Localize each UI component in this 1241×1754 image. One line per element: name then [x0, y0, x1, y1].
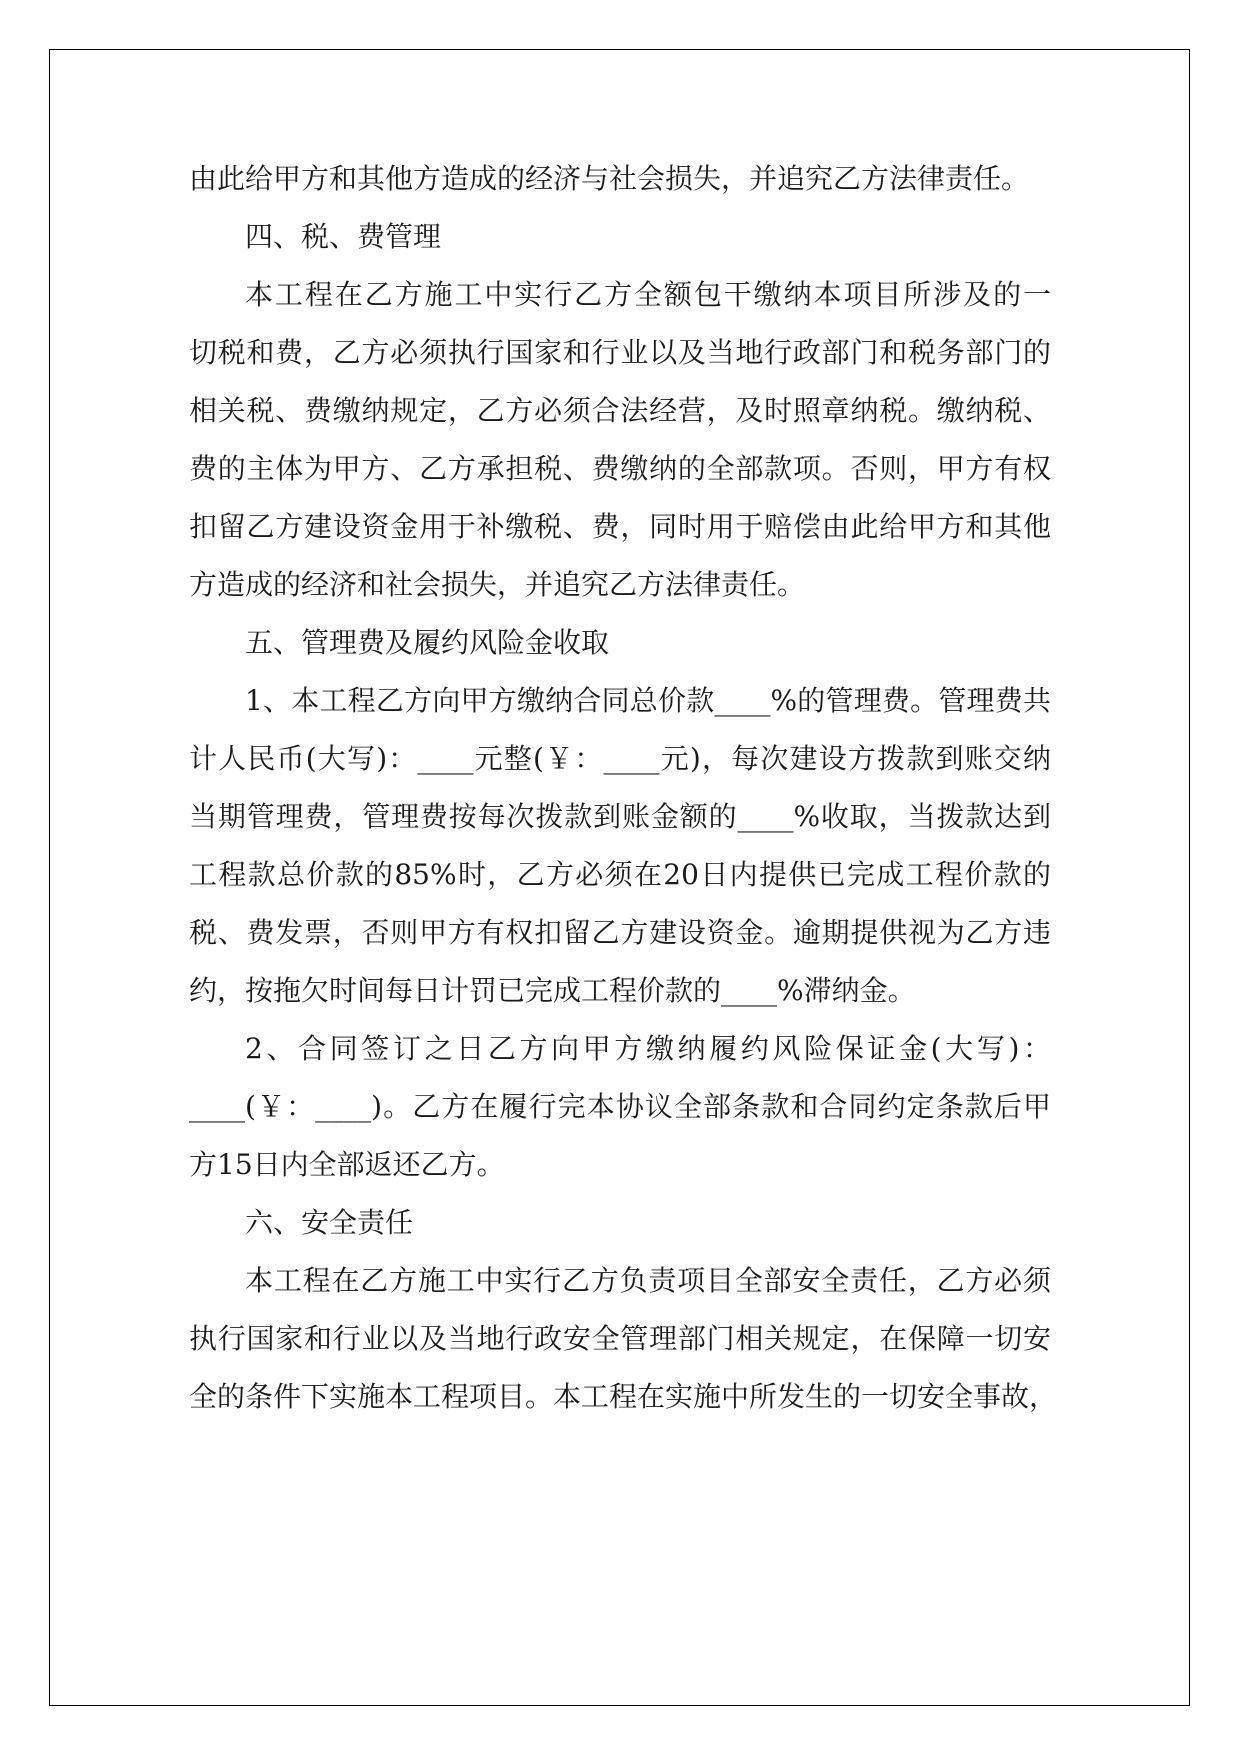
paragraph-line: 扣留乙方建设资金用于补缴税、费，同时用于赔偿由此给甲方和其他: [189, 510, 1051, 543]
paragraph-line: 全的条件下实施本工程项目。本工程在实施中所发生的一切安全事故，: [189, 1380, 1058, 1413]
paragraph-line: 由此给甲方和其他方造成的经济与社会损失，并追究乙方法律责任。: [189, 162, 1030, 195]
paragraph-line: 相关税、费缴纳规定，乙方必须合法经营，及时照章纳税。缴纳税、: [189, 394, 1051, 427]
document-body: [189, 150, 1058, 1426]
paragraph-line: 方造成的经济和社会损失，并追究乙方法律责任。: [189, 568, 806, 601]
section-heading-safety: 六、安全责任: [245, 1206, 414, 1239]
section-heading-management-fee: 五、管理费及履约风险金收取: [245, 626, 610, 659]
paragraph-line: 执行国家和行业以及当地行政安全管理部门相关规定，在保障一切安: [189, 1322, 1051, 1355]
paragraph-line: ____(￥：____)。乙方在履行完本协议全部条款和合同约定条款后甲: [189, 1090, 1051, 1123]
paragraph-line: 本工程在乙方施工中实行乙方负责项目全部安全责任，乙方必须: [245, 1264, 1051, 1297]
paragraph-line: 费的主体为甲方、乙方承担税、费缴纳的全部款项。否则，甲方有权: [189, 452, 1051, 485]
paragraph-line: 计人民币(大写)：____元整(￥：____元)，每次建设方拨款到账交纳: [189, 742, 1051, 775]
paragraph-line: 当期管理费，管理费按每次拨款到账金额的____%收取，当拨款达到: [189, 800, 1051, 833]
paragraph-line: 方15日内全部返还乙方。: [189, 1148, 505, 1181]
paragraph-line: 税、费发票，否则甲方有权扣留乙方建设资金。逾期提供视为乙方违: [189, 916, 1051, 949]
paragraph-line: 2、合同签订之日乙方向甲方缴纳履约风险保证金(大写)：: [245, 1032, 1051, 1065]
section-heading-tax-fee: 四、税、费管理: [245, 220, 442, 253]
paragraph-line: 约，按拖欠时间每日计罚已完成工程价款的____%滞纳金。: [189, 974, 916, 1007]
paragraph-line: 工程款总价款的85%时，乙方必须在20日内提供已完成工程价款的: [189, 858, 1051, 891]
paragraph-line: 切税和费，乙方必须执行国家和行业以及当地行政部门和税务部门的: [189, 336, 1051, 369]
paragraph-line: 1、本工程乙方向甲方缴纳合同总价款____%的管理费。管理费共: [245, 684, 1051, 717]
paragraph-line: 本工程在乙方施工中实行乙方全额包干缴纳本项目所涉及的一: [245, 278, 1051, 311]
